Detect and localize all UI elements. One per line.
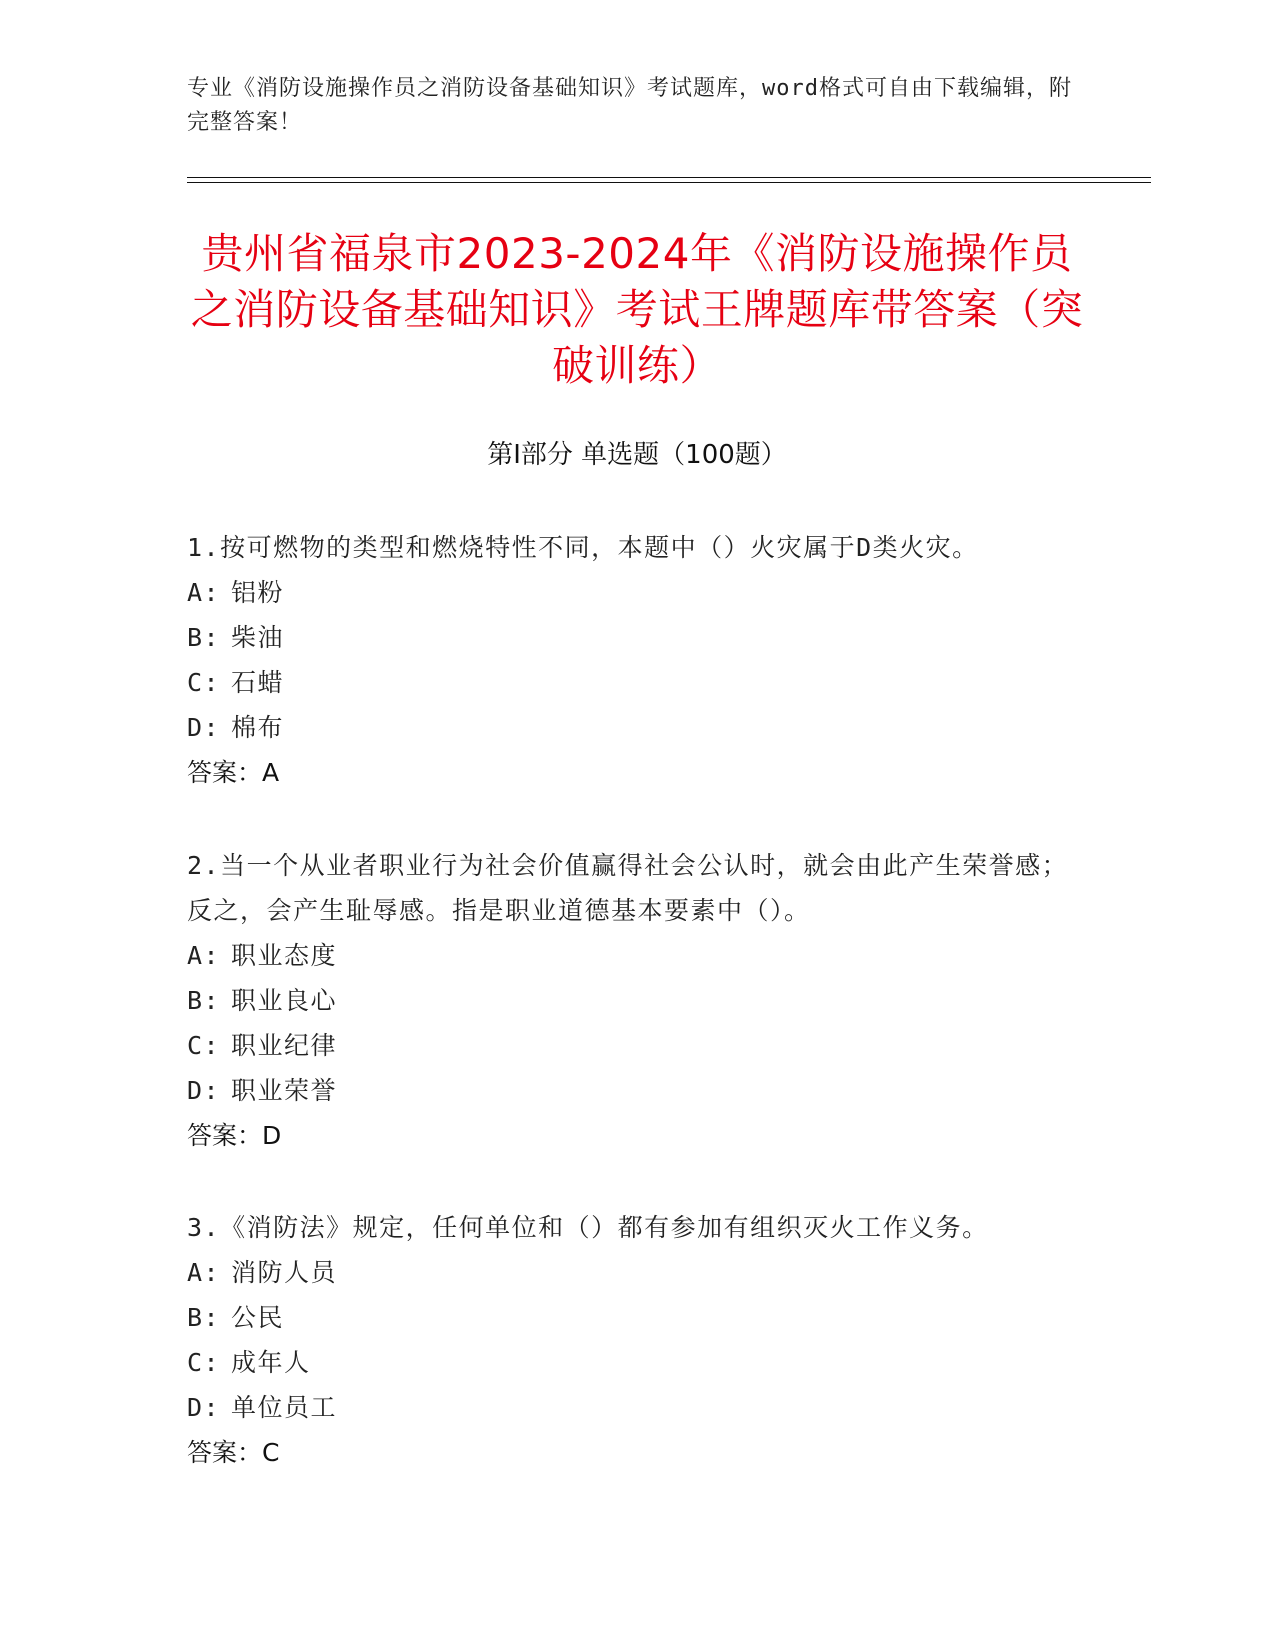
option-b xyxy=(187,1295,1087,1340)
option-text: 成年人 xyxy=(231,1348,311,1377)
option-key: A: xyxy=(187,1258,221,1287)
option-key: D: xyxy=(187,1076,221,1105)
option-text: 职业纪律 xyxy=(231,1031,338,1060)
option-a xyxy=(187,570,1087,615)
question-stem: 1.按可燃物的类型和燃烧特性不同，本题中（）火灾属于D类火灾。 xyxy=(187,533,979,562)
option-text: 职业态度 xyxy=(231,941,338,970)
option-b xyxy=(187,615,1087,660)
option-key: D: xyxy=(187,1393,221,1422)
option-text: 公民 xyxy=(231,1303,285,1332)
option-c xyxy=(187,660,1087,705)
answer: 答案：C xyxy=(187,1438,280,1467)
option-text: 职业良心 xyxy=(231,986,338,1015)
option-c xyxy=(187,1340,1087,1385)
header-rule-top xyxy=(187,177,1151,178)
option-text: 单位员工 xyxy=(231,1393,338,1422)
header-note: 专业《消防设施操作员之消防设备基础知识》考试题库，word格式可自由下载编辑，附完整答案！ xyxy=(187,76,1072,135)
question-stem: 3.《消防法》规定，任何单位和（）都有参加有组织灭火工作义务。 xyxy=(187,1213,989,1242)
question-2 xyxy=(187,843,1087,1158)
question-stem: 2.当一个从业者职业行为社会价值赢得社会公认时，就会由此产生荣誉感；反之，会产生耻辱感。指是职业道德基本要素中（）。 xyxy=(187,851,1069,925)
option-d xyxy=(187,1385,1087,1430)
option-key: C: xyxy=(187,668,221,697)
section-heading: 第I部分 单选题（100题） xyxy=(487,440,787,470)
question-1 xyxy=(187,525,1087,795)
option-d xyxy=(187,705,1087,750)
option-key: A: xyxy=(187,578,221,607)
option-text: 棉布 xyxy=(231,713,285,742)
option-key: D: xyxy=(187,713,221,742)
option-a xyxy=(187,933,1087,978)
option-b xyxy=(187,978,1087,1023)
option-text: 铝粉 xyxy=(231,578,285,607)
option-c xyxy=(187,1023,1087,1068)
option-text: 职业荣誉 xyxy=(231,1076,338,1105)
option-key: C: xyxy=(187,1348,221,1377)
option-d xyxy=(187,1068,1087,1113)
answer: 答案：A xyxy=(187,758,280,787)
option-key: B: xyxy=(187,986,221,1015)
option-key: A: xyxy=(187,941,221,970)
option-key: B: xyxy=(187,1303,221,1332)
option-key: B: xyxy=(187,623,221,652)
question-3 xyxy=(187,1205,1087,1475)
document-title: 贵州省福泉市2023-2024年《消防设施操作员之消防设备基础知识》考试王牌题库带答案（突破训练） xyxy=(190,229,1084,390)
option-text: 消防人员 xyxy=(231,1258,338,1287)
answer: 答案：D xyxy=(187,1121,282,1150)
option-text: 石蜡 xyxy=(231,668,285,697)
header-rule-bottom xyxy=(187,182,1151,183)
option-key: C: xyxy=(187,1031,221,1060)
option-text: 柴油 xyxy=(231,623,285,652)
option-a xyxy=(187,1250,1087,1295)
